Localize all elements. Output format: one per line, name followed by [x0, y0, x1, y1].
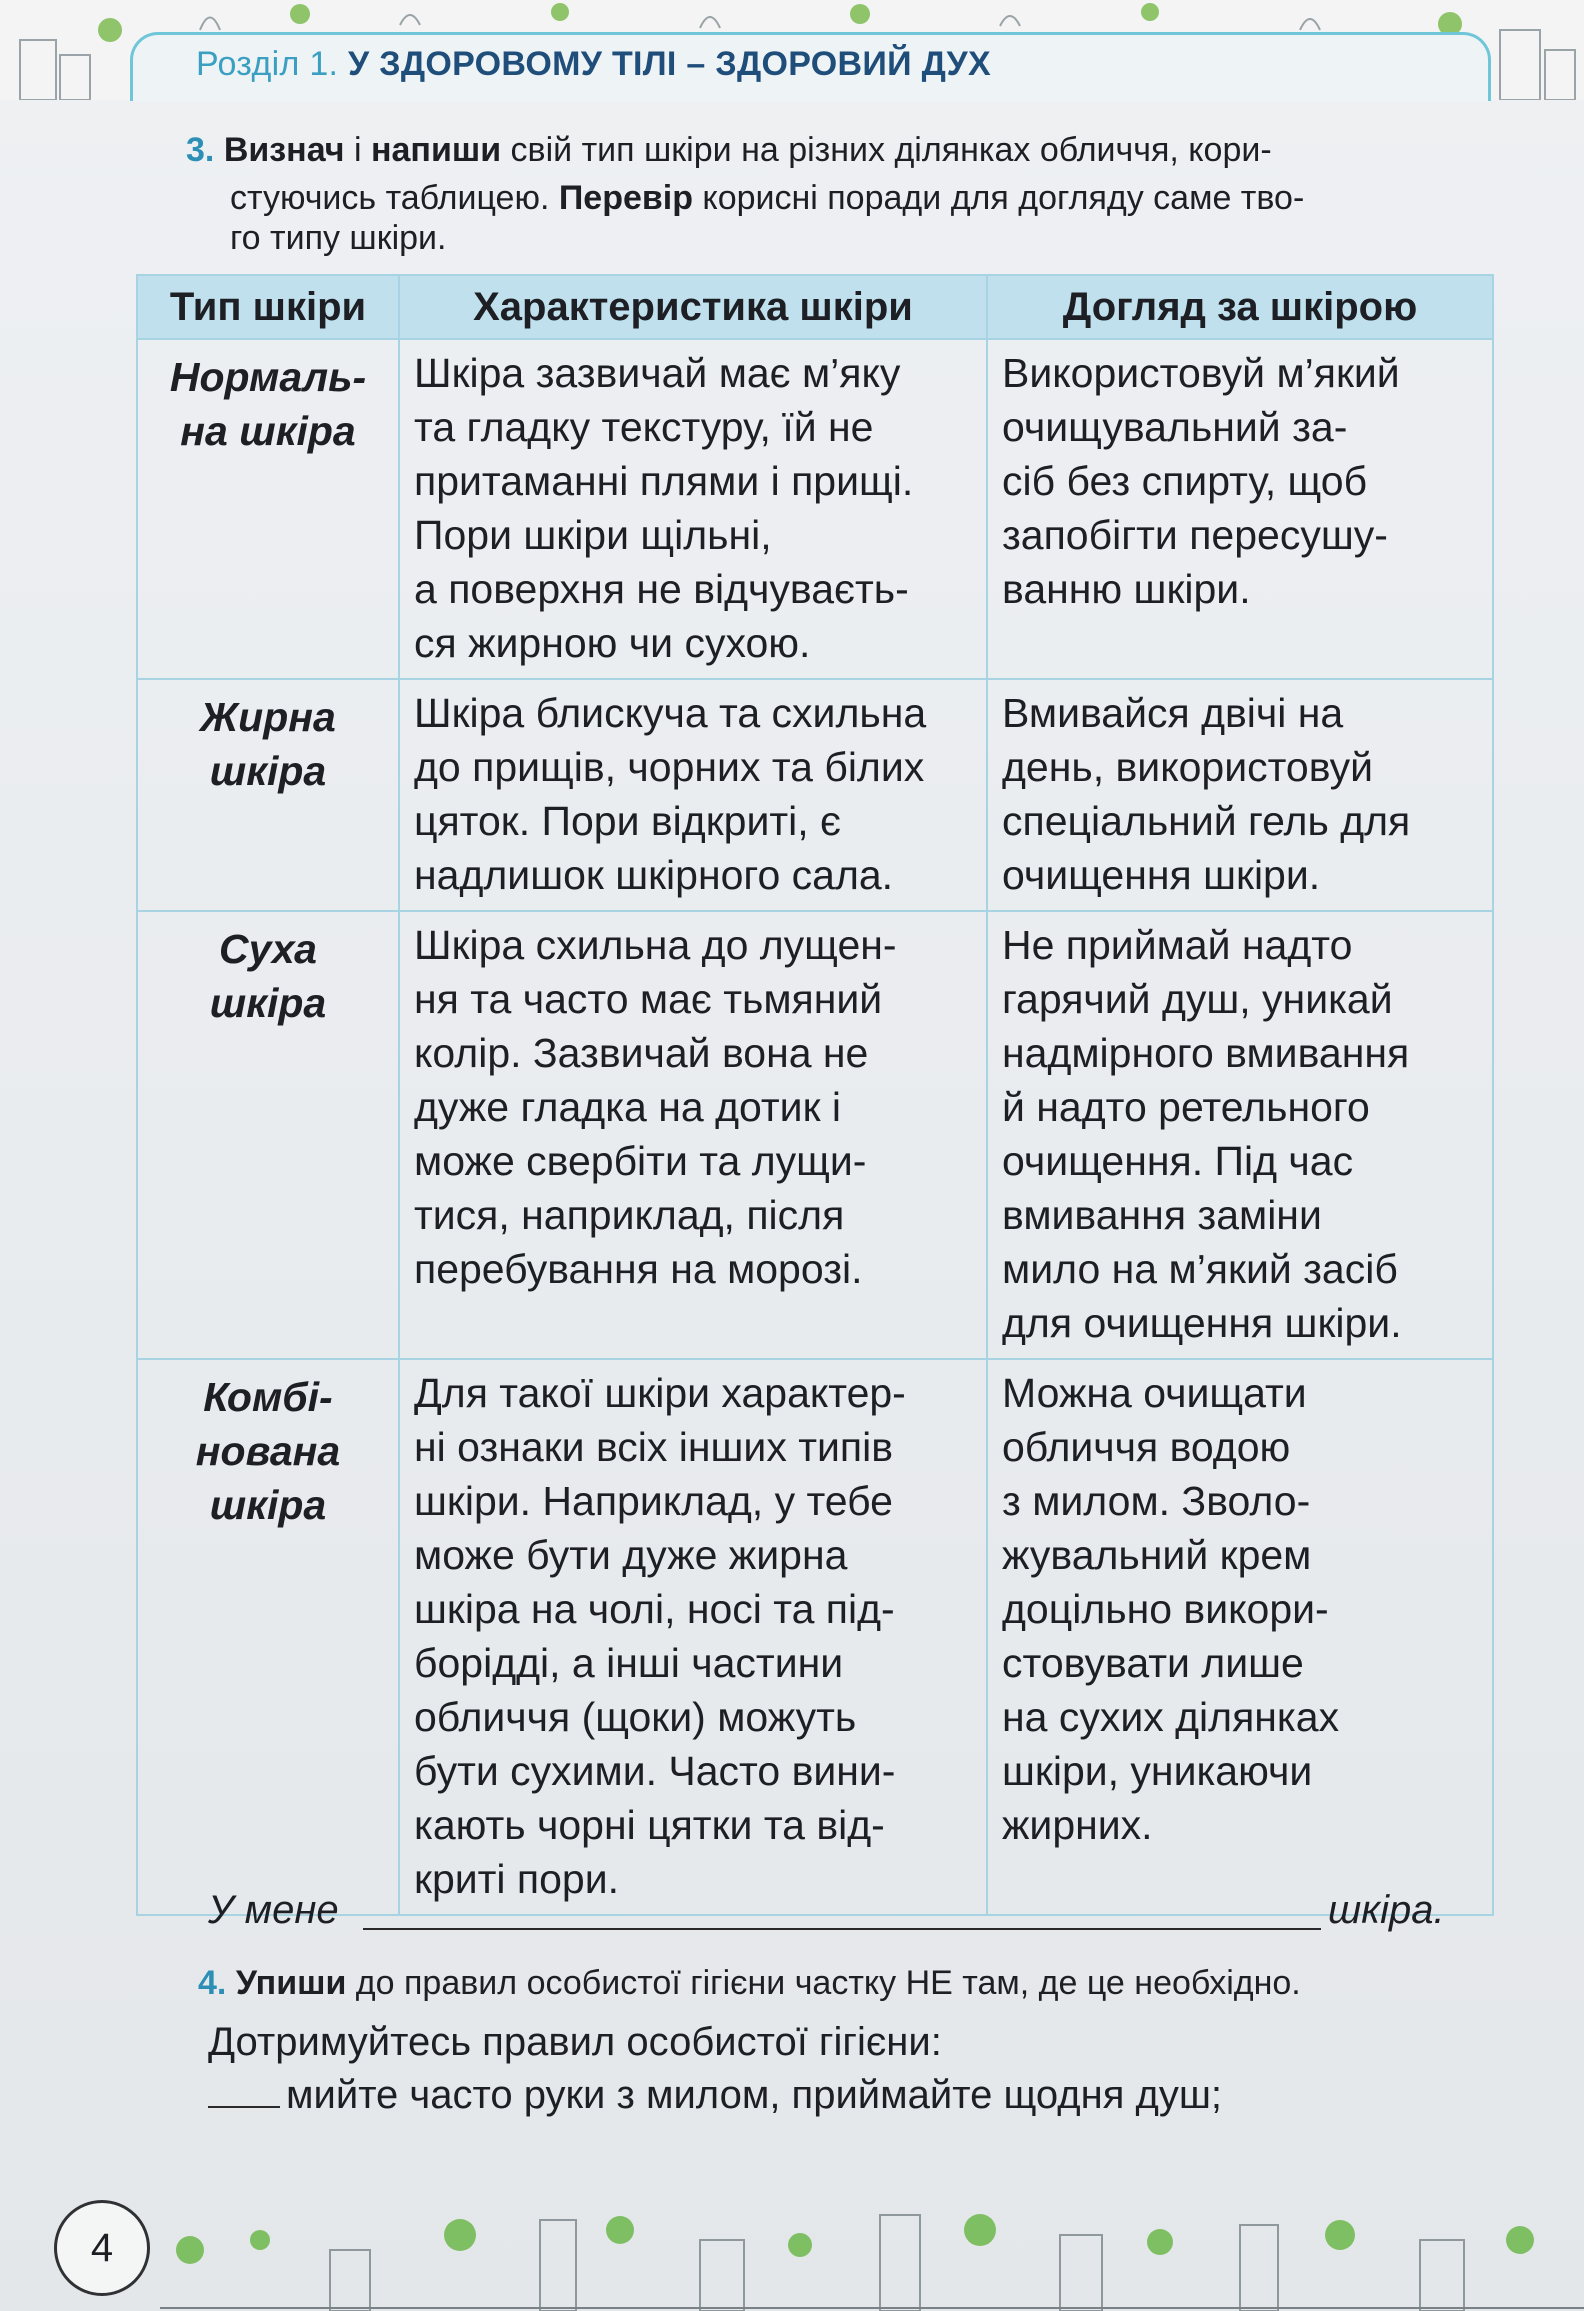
task3-line3: го типу шкіри.: [230, 219, 447, 257]
characteristic-cell: Шкіра блискуча та схильна до прищів, чорних та білих цяток. Пори відкриті, є надлишок шкірного сала.: [399, 679, 987, 911]
table-header-row: [137, 275, 1493, 339]
skin-type-cell: Жирна шкіра: [137, 679, 399, 911]
answer-blank-field[interactable]: [363, 1928, 1321, 1930]
header-characteristic: Характеристика шкіри: [399, 275, 987, 339]
characteristic-cell: Шкіра зазвичай має м’яку та гладку текстуру, їй не притаманні плями і прищі. Пори шкіри щільні, а поверхня не відчуваєть- ся жирною чи сухою.: [399, 339, 987, 679]
header-care: Догляд за шкірою: [987, 275, 1493, 339]
rule-item: [208, 2073, 1222, 2118]
table-row: [137, 911, 1493, 1359]
task4-verb-insert: Упиши: [235, 1964, 347, 2002]
care-cell: Використовуй м’який очищувальний за- сіб без спирту, щоб запобігти пересушу- ванню шкіри.: [987, 339, 1493, 679]
page-number: 4: [54, 2200, 150, 2296]
task3-text: стуючись таблицею.: [230, 179, 559, 217]
section-title: У ЗДОРОВОМУ ТІЛІ – ЗДОРОВИЙ ДУХ: [348, 45, 991, 83]
skin-type-table: [136, 274, 1494, 1916]
table-row: [137, 1359, 1493, 1915]
task3-text: корисні поради для догляду саме тво-: [692, 179, 1305, 217]
rule-text: мийте часто руки з милом, приймайте щодня душ;: [286, 2073, 1223, 2117]
task4-instruction: [198, 1960, 1301, 2006]
task4-text: до правил особистої гігієни частку НЕ там, де це необхідно.: [346, 1964, 1301, 2002]
task3-text: свій тип шкіри на різних ділянках обличчя, кори-: [501, 131, 1272, 169]
section-label: Розділ 1.: [196, 45, 339, 83]
skin-type-cell: Комбі- нована шкіра: [137, 1359, 399, 1915]
city-illustration-footer: [0, 2180, 1584, 2311]
task3-verb-write: напиши: [370, 131, 502, 169]
characteristic-cell: Для такої шкіри характер- ні ознаки всіх інших типів шкіри. Наприклад, у тебе може бути дуже жирна шкіра на чолі, носі та під- борідді, а інші частини обличчя (щоки) можуть бути сухими. Часто вини- кають чорні цятки та від- криті пори.: [399, 1359, 987, 1915]
header-skin-type: Тип шкіри: [137, 275, 399, 339]
table-row: [137, 339, 1493, 679]
task3-line1: [186, 126, 1486, 174]
skin-type-cell: Нормаль- на шкіра: [137, 339, 399, 679]
table-row: [137, 679, 1493, 911]
answer-suffix: шкіра.: [1328, 1888, 1445, 1932]
answer-line: [208, 1888, 1488, 1942]
rule-blank-field[interactable]: [208, 2106, 280, 2108]
task3-verb-determine: Визнач: [223, 131, 345, 169]
skin-type-cell: Суха шкіра: [137, 911, 399, 1359]
task3-number: 3.: [186, 131, 215, 169]
section-header: [196, 45, 991, 84]
task3-text: і: [344, 131, 371, 169]
task4-number: 4.: [198, 1964, 227, 2002]
care-cell: Не приймай надто гарячий душ, уникай надмірного вмивання й надто ретельного очищення. Під час вмивання заміни мило на м’який засіб для очищення шкіри.: [987, 911, 1493, 1359]
care-cell: Можна очищати обличчя водою з милом. Зволо- жувальний крем доцільно викори- стовувати лише на сухих ділянках шкіри, уникаючи жирних.: [987, 1359, 1493, 1915]
rules-title: Дотримуйтесь правил особистої гігієни:: [208, 2020, 942, 2064]
care-cell: Вмивайся двічі на день, використовуй спеціальний гель для очищення шкіри.: [987, 679, 1493, 911]
answer-prefix: У мене: [208, 1888, 339, 1932]
task3-verb-check: Перевір: [558, 179, 693, 217]
characteristic-cell: Шкіра схильна до лущен- ня та часто має тьмяний колір. Зазвичай вона не дуже гладка на дотик і може свербіти та лущи- тися, наприклад, після перебування на морозі.: [399, 911, 987, 1359]
